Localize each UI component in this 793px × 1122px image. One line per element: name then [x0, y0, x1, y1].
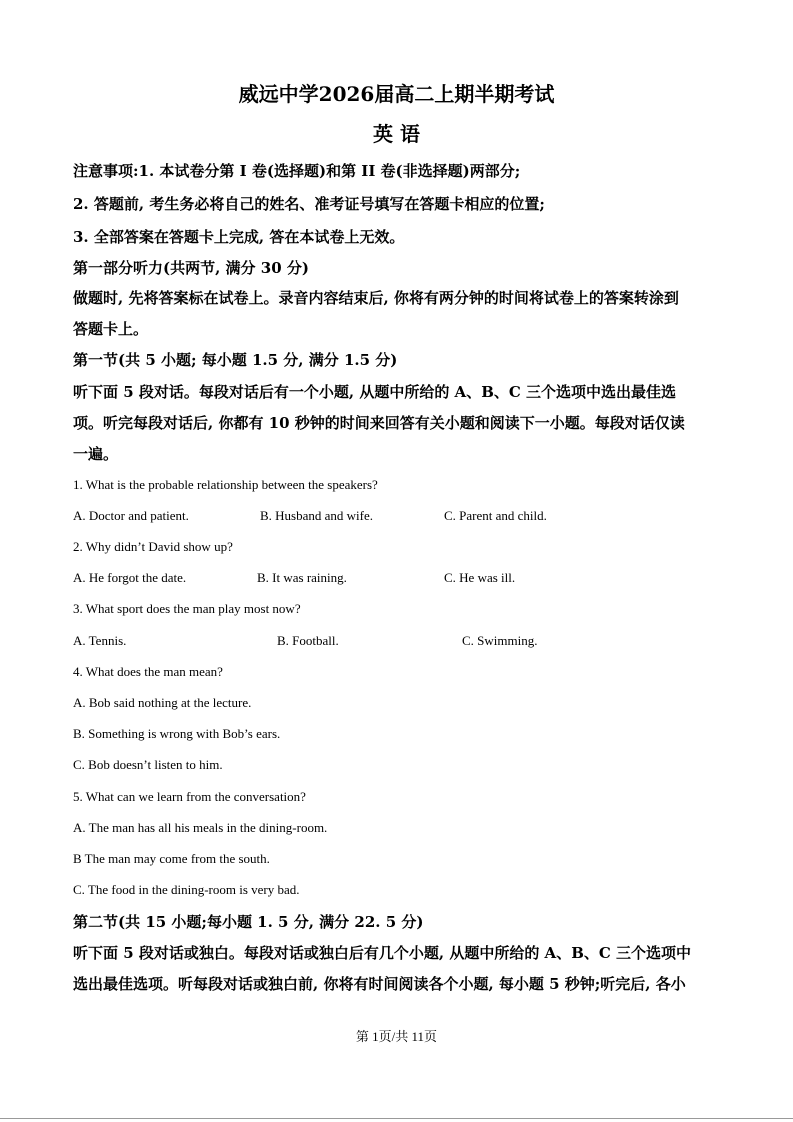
section1-heading: 第一节(共 5 小题; 每小题 1.5 分, 满分 1.5 分)	[73, 351, 398, 369]
section2-instruction-1: 听下面 5 段对话或独白。每段对话或独白后有几个小题, 从题中所给的 A、B、C 三个选项中	[73, 944, 692, 962]
page-number: 第 1页/共 11页	[355, 1029, 438, 1044]
section2-heading: 第二节(共 15 小题;每小题 1. 5 分, 满分 22. 5 分)	[73, 913, 424, 931]
q5-option-a: A. The man has all his meals in the dining-room.	[73, 820, 328, 835]
q4-option-b: B. Something is wrong with Bob’s ears.	[73, 726, 281, 741]
q4-option-c: C. Bob doesn’t listen to him.	[73, 757, 223, 772]
q2-option-b: B. It was raining.	[257, 570, 347, 585]
q3-option-a: A. Tennis.	[73, 633, 127, 648]
part1-instruction-2: 答题卡上。	[73, 320, 149, 338]
notes-line-3: 3. 全部答案在答题卡上完成, 答在本试卷上无效。	[73, 228, 405, 246]
q1-option-a: A. Doctor and patient.	[73, 508, 189, 523]
q3-option-b: B. Football.	[277, 633, 339, 648]
q5-option-b: B The man may come from the south.	[73, 851, 270, 866]
section1-instruction-2: 项。听完每段对话后, 你都有 10 秒钟的时间来回答有关小题和阅读下一小题。每段对话仅读	[73, 414, 685, 432]
part1-heading: 第一部分听力(共两节, 满分 30 分)	[73, 259, 309, 277]
question-4: 4. What does the man mean?	[73, 664, 223, 679]
q1-option-b: B. Husband and wife.	[260, 508, 374, 523]
q2-option-a: A. He forgot the date.	[73, 570, 187, 585]
notes-line-2: 2. 答题前, 考生务必将自己的姓名、准考证号填写在答题卡相应的位置;	[73, 195, 545, 213]
q2-option-c: C. He was ill.	[444, 570, 516, 585]
exam-title: 威远中学2026届高二上期半期考试	[238, 82, 555, 106]
section1-instruction-1: 听下面 5 段对话。每段对话后有一个小题, 从题中所给的 A、B、C 三个选项中选出最佳选	[73, 383, 677, 401]
question-2: 2. Why didn’t David show up?	[73, 539, 233, 554]
q5-option-c: C. The food in the dining-room is very bad.	[73, 882, 300, 897]
page-bottom-divider	[0, 1118, 793, 1119]
q4-option-a: A. Bob said nothing at the lecture.	[73, 695, 252, 710]
q3-option-c: C. Swimming.	[462, 633, 538, 648]
section2-instruction-2: 选出最佳选项。听每段对话或独白前, 你将有时间阅读各个小题, 每小题 5 秒钟;听完后, 各小	[73, 975, 686, 993]
q1-option-c: C. Parent and child.	[444, 508, 547, 523]
section1-instruction-3: 一遍。	[73, 445, 119, 463]
part1-instruction-1: 做题时, 先将答案标在试卷上。录音内容结束后, 你将有两分钟的时间将试卷上的答案转涂到	[73, 289, 679, 307]
question-1: 1. What is the probable relationship between the speakers?	[73, 477, 378, 492]
subject-title: 英 语	[373, 122, 420, 146]
question-5: 5. What can we learn from the conversation?	[73, 789, 306, 804]
notes-line-1: 注意事项:1. 本试卷分第 I 卷(选择题)和第 II 卷(非选择题)两部分;	[73, 162, 521, 180]
question-3: 3. What sport does the man play most now?	[73, 601, 301, 616]
